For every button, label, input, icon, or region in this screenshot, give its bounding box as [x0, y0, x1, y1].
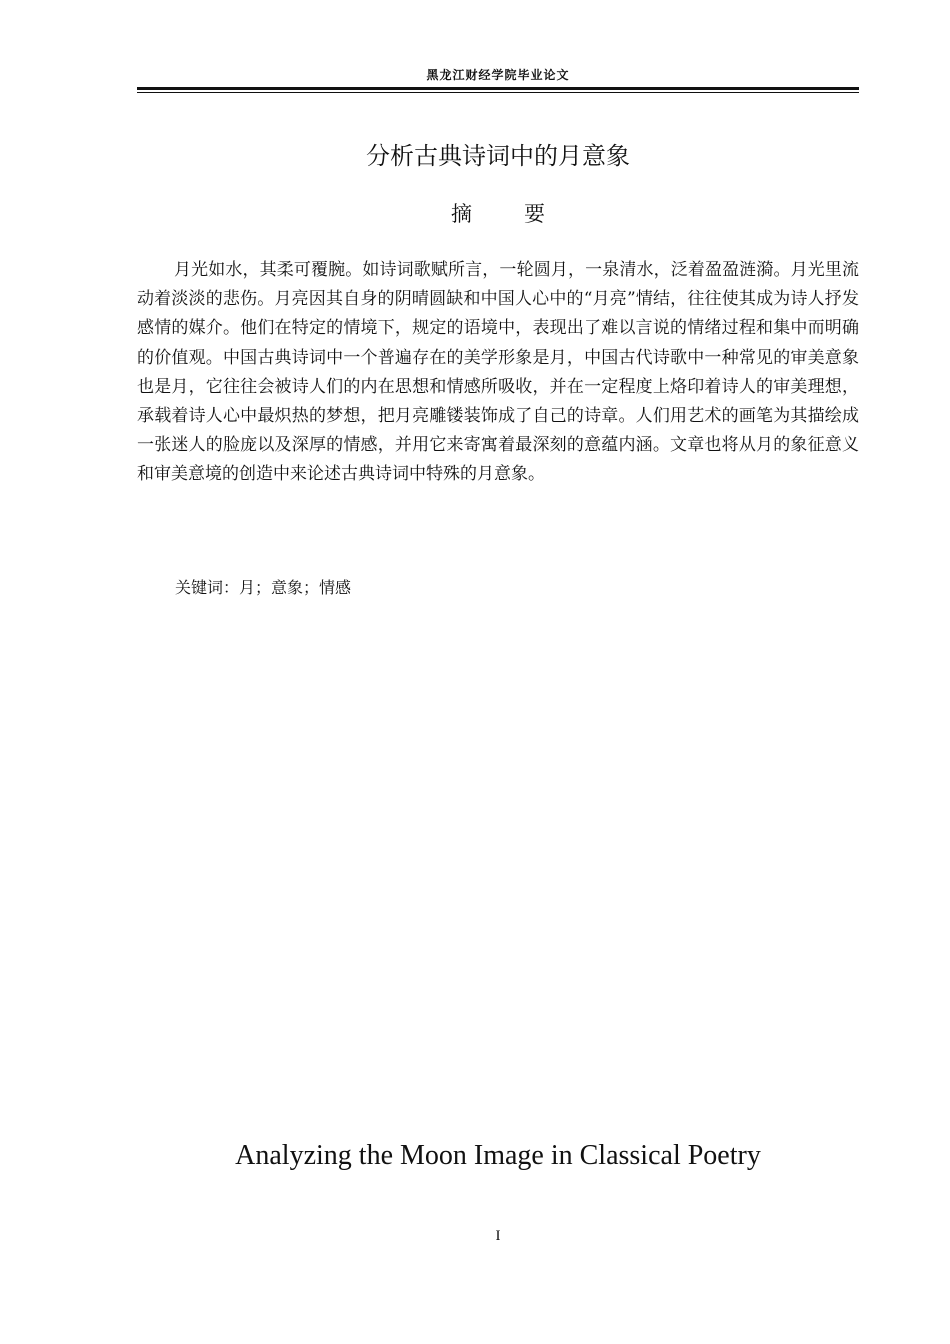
abstract-heading: [137, 200, 859, 228]
thesis-title-zh: 分析古典诗词中的月意象: [366, 142, 630, 170]
abstract-body: 月光如水，其柔可覆腕。如诗词歌赋所言，一轮圆月，一泉清水，泛着盈盈涟漪。月光里流动着淡淡的悲伤。月亮因其自身的阴晴圆缺和中国人心中的“月亮”情结，往往使其成为诗人抒发感情的媒介。他们在特定的情境下，规定的语境中，表现出了难以言说的情绪过程和集中而明确的价值观。中国古典诗词中一个普遍存在的美学形象是月，中国古代诗歌中一种常见的审美意象也是月，它往往会被诗人们的内在思想和情感所吸收，并在一定程度上烙印着诗人的审美理想，承载着诗人心中最炽热的梦想，把月亮雕镂装饰成了自己的诗章。人们用艺术的画笔为其描绘成一张迷人的脸庞以及深厚的情感，并用它来寄寓着最深刻的意蕴内涵。文章也将从月的象征意义和审美意境的创造中来论述古典诗词中特殊的月意象。: [137, 260, 859, 485]
keywords-items: 月；意象；情感: [239, 578, 352, 597]
page-number: I: [495, 1228, 501, 1244]
abstract-heading-char-1: 摘: [451, 202, 472, 226]
running-header: 黑龙江财经学院毕业论文: [426, 68, 570, 82]
abstract-heading-char-2: 要: [524, 202, 545, 226]
header-rule-thin: [137, 92, 859, 93]
header-rule-thick: [137, 87, 859, 90]
keywords-label: 关键词：: [175, 578, 240, 597]
thesis-title-en: Analyzing the Moon Image in Classical Poetry: [235, 1140, 761, 1171]
keywords-line: [175, 576, 351, 600]
